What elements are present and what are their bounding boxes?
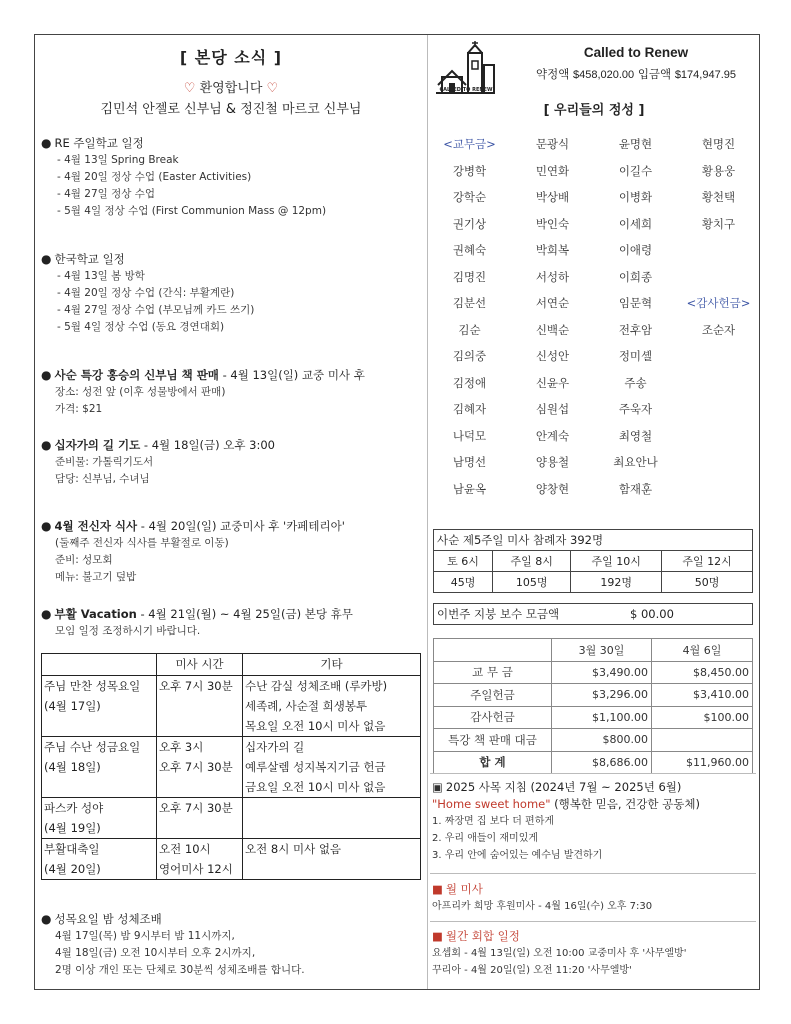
donor-name: 황천택 xyxy=(701,190,736,205)
donor-name: 이애령 xyxy=(618,243,653,258)
monthly-mass-section xyxy=(432,881,758,915)
list-item xyxy=(428,449,760,476)
donor-name: <교무금> xyxy=(443,137,496,152)
donor-name: 심원섭 xyxy=(535,402,570,417)
donor-name: 신백순 xyxy=(535,322,570,337)
roof-fund-amount: $ 00.00 xyxy=(630,607,674,621)
bullet-icon: ● xyxy=(41,136,52,150)
finance-value: $3,490.00 xyxy=(552,661,652,684)
donor-name: 최영철 xyxy=(618,428,653,443)
donor-name: 민연화 xyxy=(535,163,570,178)
mass-time: 오후 7시 30분 xyxy=(159,801,233,815)
list-item xyxy=(428,211,760,238)
finance-value xyxy=(652,729,753,752)
list-item: 준비물: 가톨릭기도서 xyxy=(55,456,154,468)
section-heading-detail: - 4월 18일(금) 오후 3:00 xyxy=(140,438,275,452)
bullet-icon: ● xyxy=(41,519,52,533)
donor-name: 나덕모 xyxy=(452,428,487,443)
etc-line: 예루살렘 성지복지기금 헌금 xyxy=(245,760,386,774)
heart-icon: ♡ xyxy=(266,81,279,96)
table-row xyxy=(434,684,753,707)
section-divider xyxy=(430,921,756,922)
list-item: 꾸리아 - 4월 20일(일) 오전 11:20 '사무엘방' xyxy=(432,965,632,976)
section-heading: 2025 사목 지침 (2024년 7월 ~ 2025년 6월) xyxy=(445,780,682,794)
day-date: (4월 17일) xyxy=(44,699,101,713)
table-row xyxy=(434,706,753,729)
table-header xyxy=(42,654,157,676)
monthly-meetings-section xyxy=(432,928,758,979)
etc-line: 세족례, 사순절 희생봉투 xyxy=(245,699,368,713)
motto-rest: (행복한 믿음, 건강한 공동체) xyxy=(550,797,700,811)
day-date: (4월 20일) xyxy=(44,862,101,876)
donor-name: 김의중 xyxy=(452,349,487,364)
section-heading: RE 주일학교 일정 xyxy=(54,136,144,150)
finance-label: 특강 책 판매 대금 xyxy=(434,729,552,752)
donor-name: 신성안 xyxy=(535,349,570,364)
attendance-table xyxy=(433,529,753,593)
list-item: 담당: 신부님, 수녀님 xyxy=(55,473,150,485)
list-item xyxy=(428,476,760,503)
parish-news-title: [ 본당 소식 ] xyxy=(179,48,283,67)
list-item: 4월 18일(금) 오전 10시부터 오후 2시까지, xyxy=(55,947,256,959)
donor-name: 윤명현 xyxy=(618,137,653,152)
section-divider xyxy=(430,873,756,874)
section-heading: 월 미사 xyxy=(445,882,483,896)
table-header: 기타 xyxy=(243,654,421,676)
finance-label: 주일헌금 xyxy=(434,684,552,707)
list-item: 3. 우리 안에 숨어있는 예수님 발견하기 xyxy=(432,850,603,861)
list-item: - 4월 27일 정상 수업 (부모님께 카드 쓰기) xyxy=(57,304,255,316)
donor-name: 강학순 xyxy=(452,190,487,205)
logo-caption: CALLED TO RENEW xyxy=(439,87,493,93)
list-item: 1. 짜장면 집 보다 더 편하게 xyxy=(432,816,555,827)
day-label: 파스카 성야 xyxy=(44,801,104,815)
square-bullet-icon: ▣ xyxy=(432,780,443,794)
day-label: 부활대축일 xyxy=(44,842,100,856)
section-heading: 성목요일 밤 성체조배 xyxy=(54,912,162,926)
mass-time: 오후 7시 30분 xyxy=(159,679,233,693)
donor-name: 황치구 xyxy=(701,216,736,231)
korean-school-section xyxy=(41,251,425,336)
square-bullet-icon: ■ xyxy=(432,882,443,896)
list-item: 장소: 성전 앞 (이후 성물방에서 판매) xyxy=(55,386,226,398)
mass-time: 오전 10시 xyxy=(159,842,211,856)
finance-value: $3,410.00 xyxy=(652,684,753,707)
list-item: - 4월 20일 정상 수업 (Easter Activities) xyxy=(57,171,252,183)
roof-fund-label: 이번주 지붕 보수 모금액 xyxy=(437,607,560,621)
donor-name: 김혜자 xyxy=(452,402,487,417)
donor-name: 정미셸 xyxy=(618,349,653,364)
section-heading: 십자가의 길 기도 xyxy=(54,438,141,452)
list-item xyxy=(428,317,760,344)
giving-title: [ 우리들의 정성 ] xyxy=(543,103,645,118)
table-header-row xyxy=(42,654,421,676)
donor-name: 함재훈 xyxy=(618,481,653,496)
donor-name: 전후암 xyxy=(618,322,653,337)
stations-of-cross-section xyxy=(41,437,425,488)
section-heading: 사순 특강 홍승의 신부님 책 판매 xyxy=(54,368,219,382)
attendance-value: 50명 xyxy=(662,572,753,593)
table-row xyxy=(42,798,421,839)
pledge-amount: $458,020.00 xyxy=(573,69,635,81)
welcome-text: 환영합니다 xyxy=(199,81,263,96)
donor-name: 강병학 xyxy=(452,163,487,178)
section-heading-detail: - 4월 13일(일) 교중 미사 후 xyxy=(218,368,365,382)
etc-line: 오전 8시 미사 없음 xyxy=(245,842,342,856)
day-label: 주님 수난 성금요일 xyxy=(44,740,141,754)
list-item: - 4월 13일 Spring Break xyxy=(57,154,179,166)
donor-name: 안계숙 xyxy=(535,428,570,443)
priests-names: 김민석 안젤로 신부님 & 정진철 마르코 신부님 xyxy=(100,102,362,117)
donor-name: 김분선 xyxy=(452,296,487,311)
donor-names-grid xyxy=(428,131,760,502)
donor-name: 박인숙 xyxy=(535,216,570,231)
donor-name: 박희복 xyxy=(535,243,570,258)
finance-value: $8,686.00 xyxy=(552,751,652,774)
list-item: 모임 일정 조정하시기 바랍니다. xyxy=(55,625,201,637)
re-school-section xyxy=(41,135,425,220)
donor-name: 이길수 xyxy=(618,163,653,178)
list-item xyxy=(428,290,760,317)
list-item: 4월 17일(목) 밤 9시부터 밤 11시까지, xyxy=(55,930,235,942)
table-header: 주일 10시 xyxy=(571,551,662,572)
table-row xyxy=(42,676,421,737)
list-item: - 5월 4일 정상 수업 (동요 경연대회) xyxy=(57,321,225,333)
donor-name: 서연순 xyxy=(535,296,570,311)
list-item xyxy=(428,396,760,423)
bullet-icon: ● xyxy=(41,912,52,926)
donor-name: 이희종 xyxy=(618,269,653,284)
finance-label: 감사헌금 xyxy=(434,706,552,729)
parish-news-column xyxy=(35,35,427,989)
adoration-section xyxy=(41,911,425,979)
bullet-icon: ● xyxy=(41,438,52,452)
section-divider xyxy=(430,773,756,774)
table-header-row xyxy=(434,639,753,662)
table-row xyxy=(434,729,753,752)
table-header: 주일 8시 xyxy=(493,551,571,572)
finance-value: $3,296.00 xyxy=(552,684,652,707)
list-item: - 4월 20일 정상 수업 (간식: 부활계란) xyxy=(57,287,235,299)
campaign-title: Called to Renew xyxy=(583,45,689,60)
donor-name: 신윤우 xyxy=(535,375,570,390)
list-item: 2명 이상 개인 또는 단체로 30분씩 성체조배를 합니다. xyxy=(55,964,305,976)
attendance-value: 192명 xyxy=(571,572,662,593)
finance-value: $8,450.00 xyxy=(652,661,753,684)
donor-name: 조순자 xyxy=(701,322,736,337)
donor-name: 양창현 xyxy=(535,481,570,496)
section-heading-detail: - 4월 21일(월) ~ 4월 25일(금) 본당 휴무 xyxy=(136,607,353,621)
table-row xyxy=(42,737,421,798)
bullet-icon: ● xyxy=(41,607,52,621)
pledge-label: 약정액 xyxy=(536,67,570,81)
list-item xyxy=(428,264,760,291)
table-header: 미사 시간 xyxy=(157,654,243,676)
book-sale-section xyxy=(41,367,425,418)
finance-table xyxy=(433,638,753,774)
table-header: 토 6시 xyxy=(434,551,493,572)
list-item xyxy=(428,423,760,450)
donor-name: 권혜숙 xyxy=(452,243,487,258)
list-item: 메뉴: 불고기 덮밥 xyxy=(55,571,137,583)
finance-value: $800.00 xyxy=(552,729,652,752)
etc-line: 목요일 오전 10시 미사 없음 xyxy=(245,719,386,733)
finance-value: $11,960.00 xyxy=(652,751,753,774)
motto-line xyxy=(432,796,758,813)
finance-value: $100.00 xyxy=(652,706,753,729)
bulletin-page xyxy=(34,34,760,990)
list-item: 아프리카 희망 후원미사 - 4월 16일(수) 오후 7:30 xyxy=(432,901,653,912)
donor-name: 문광식 xyxy=(535,137,570,152)
table-header: 4월 6일 xyxy=(652,639,753,662)
etc-line: 수난 감실 성체조배 (루카방) xyxy=(245,679,388,693)
table-row xyxy=(434,572,753,593)
donor-name: 최요안나 xyxy=(613,455,658,470)
donor-name: 현명진 xyxy=(701,137,736,152)
attendance-caption: 사순 제5주일 미사 참례자 392명 xyxy=(434,530,753,551)
paid-amount: $174,947.95 xyxy=(674,69,736,81)
table-header: 주일 12시 xyxy=(662,551,753,572)
donor-name: 남윤옥 xyxy=(452,481,487,496)
roof-fund-box xyxy=(433,603,753,625)
holy-week-schedule-table xyxy=(41,653,421,880)
day-date: (4월 19일) xyxy=(44,821,101,835)
list-item: - 4월 27일 정상 수업 xyxy=(57,188,156,200)
heart-icon: ♡ xyxy=(183,81,196,96)
mass-time: 영어미사 12시 xyxy=(159,862,233,876)
donor-name: 김순 xyxy=(458,322,481,337)
table-row xyxy=(42,839,421,880)
etc-line: 십자가의 길 xyxy=(245,740,305,754)
donor-name: 이병화 xyxy=(618,190,653,205)
table-header: 3월 30일 xyxy=(552,639,652,662)
list-item xyxy=(428,343,760,370)
section-heading: 한국학교 일정 xyxy=(54,252,125,266)
table-row xyxy=(434,751,753,774)
list-item: - 4월 13일 봄 방학 xyxy=(57,270,145,282)
list-item xyxy=(428,131,760,158)
etc-line: 금요일 오전 10시 미사 없음 xyxy=(245,780,386,794)
list-item xyxy=(428,158,760,185)
finance-label: 합 계 xyxy=(434,751,552,774)
table-header-row xyxy=(434,551,753,572)
paid-label: 입금액 xyxy=(637,67,672,81)
list-item: - 5월 4일 정상 수업 (First Communion Mass @ 12pm) xyxy=(57,205,327,217)
section-heading: 4월 전신자 식사 xyxy=(54,519,138,533)
donor-name: 양용철 xyxy=(535,455,570,470)
bullet-icon: ● xyxy=(41,252,52,266)
donor-name: 권기상 xyxy=(452,216,487,231)
donor-name: 황용웅 xyxy=(701,163,736,178)
square-bullet-icon: ■ xyxy=(432,929,443,943)
list-item xyxy=(428,184,760,211)
attendance-value: 105명 xyxy=(493,572,571,593)
section-heading: 부활 Vacation xyxy=(54,607,137,621)
donor-name: 임문혁 xyxy=(618,296,653,311)
donor-name: 남명선 xyxy=(452,455,487,470)
giving-column xyxy=(428,35,760,989)
list-item: 2. 우리 애들이 재미있게 xyxy=(432,833,539,844)
list-item: 가격: $21 xyxy=(55,403,103,415)
donor-name: 이세희 xyxy=(618,216,653,231)
attendance-value: 45명 xyxy=(434,572,493,593)
list-item: 요셉회 - 4월 13일(일) 오전 10:00 교중미사 후 '사무엘방' xyxy=(432,948,687,959)
finance-value: $1,100.00 xyxy=(552,706,652,729)
donor-name: <감사헌금> xyxy=(686,296,751,311)
motto-quote: "Home sweet home" xyxy=(432,797,551,811)
donor-name: 박상배 xyxy=(535,190,570,205)
list-item: 준비: 성모회 xyxy=(55,554,113,566)
donor-name: 김명진 xyxy=(452,269,487,284)
easter-vacation-section xyxy=(41,606,425,640)
donor-name: 김정애 xyxy=(452,375,487,390)
donor-name: 서성하 xyxy=(535,269,570,284)
table-header xyxy=(434,639,552,662)
finance-label: 교 무 금 xyxy=(434,661,552,684)
welcome-line xyxy=(35,77,427,96)
section-heading-detail: - 4월 20일(일) 교중미사 후 '카페테리아' xyxy=(137,519,345,533)
section-heading: 월간 회합 일정 xyxy=(445,929,520,943)
mass-time: 오후 3시 xyxy=(159,740,204,754)
parish-meal-section xyxy=(41,518,425,586)
list-item xyxy=(428,370,760,397)
pastoral-guidelines-section xyxy=(432,779,758,864)
donor-name: 주욱자 xyxy=(618,402,653,417)
list-item: (둘째주 전신자 식사를 부활절로 이동) xyxy=(55,537,229,549)
bullet-icon: ● xyxy=(41,368,52,382)
table-row xyxy=(434,661,753,684)
campaign-amounts xyxy=(514,66,758,82)
mass-time: 오후 7시 30분 xyxy=(159,760,233,774)
list-item xyxy=(428,237,760,264)
donor-name: 주송 xyxy=(624,375,647,390)
day-label: 주님 만찬 성목요일 xyxy=(44,679,141,693)
day-date: (4월 18일) xyxy=(44,760,101,774)
